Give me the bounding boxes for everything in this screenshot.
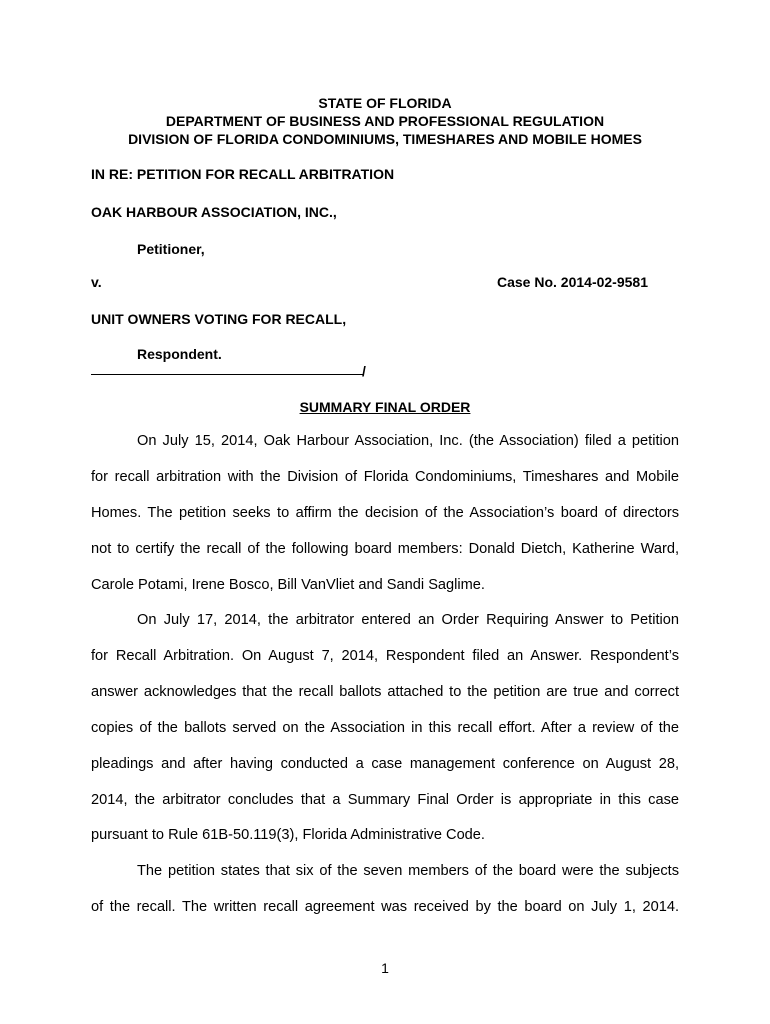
in-re-line: IN RE: PETITION FOR RECALL ARBITRATION	[91, 166, 395, 182]
order-title: SUMMARY FINAL ORDER	[299, 399, 471, 415]
body-line-12: pursuant to Rule 61B-50.119(3), Florida Administrative Code.	[91, 827, 485, 843]
body-line-14: of the recall. The written recall agreement was received by the board on July 1, 2014.	[91, 899, 679, 915]
body-line-13: The petition states that six of the seven members of the board were the subjects	[137, 863, 679, 879]
body-line-4: not to certify the recall of the following board members: Donald Dietch, Katherine Ward,	[91, 541, 679, 557]
header-department: DEPARTMENT OF BUSINESS AND PROFESSIONAL REGULATION	[165, 113, 605, 129]
body-line-11: 2014, the arbitrator concludes that a Summary Final Order is appropriate in this case	[91, 792, 679, 808]
page-number: 1	[381, 960, 389, 976]
header-state: STATE OF FLORIDA	[318, 95, 452, 111]
petitioner-role: Petitioner,	[137, 241, 205, 257]
body-line-9: copies of the ballots served on the Association in this recall effort. After a review of the	[91, 720, 679, 736]
case-number: Case No. 2014-02-9581	[497, 274, 648, 290]
respondent-role: Respondent.	[137, 346, 222, 362]
body-line-10: pleadings and after having conducted a case management conference on August 28,	[91, 756, 679, 772]
body-line-8: answer acknowledges that the recall ballots attached to the petition are true and correct	[91, 684, 679, 700]
body-line-7: for Recall Arbitration. On August 7, 2014, Respondent filed an Answer. Respondent’s	[91, 648, 679, 664]
body-line-1: On July 15, 2014, Oak Harbour Association, Inc. (the Association) filed a petition	[137, 433, 679, 449]
versus: v.	[91, 274, 102, 290]
body-line-2: for recall arbitration with the Division of Florida Condominiums, Timeshares and Mobile	[91, 469, 679, 485]
body-line-3: Homes. The petition seeks to affirm the decision of the Association’s board of directors	[91, 505, 679, 521]
petitioner-name: OAK HARBOUR ASSOCIATION, INC.,	[91, 204, 337, 220]
header-division: DIVISION OF FLORIDA CONDOMINIUMS, TIMESHARES AND MOBILE HOMES	[128, 131, 642, 147]
respondent-name: UNIT OWNERS VOTING FOR RECALL,	[91, 311, 347, 327]
caption-slash: /	[362, 363, 366, 379]
body-line-5: Carole Potami, Irene Bosco, Bill VanVliet and Sandi Saglime.	[91, 577, 485, 593]
caption-underline	[91, 374, 363, 375]
body-line-6: On July 17, 2014, the arbitrator entered an Order Requiring Answer to Petition	[137, 612, 679, 628]
